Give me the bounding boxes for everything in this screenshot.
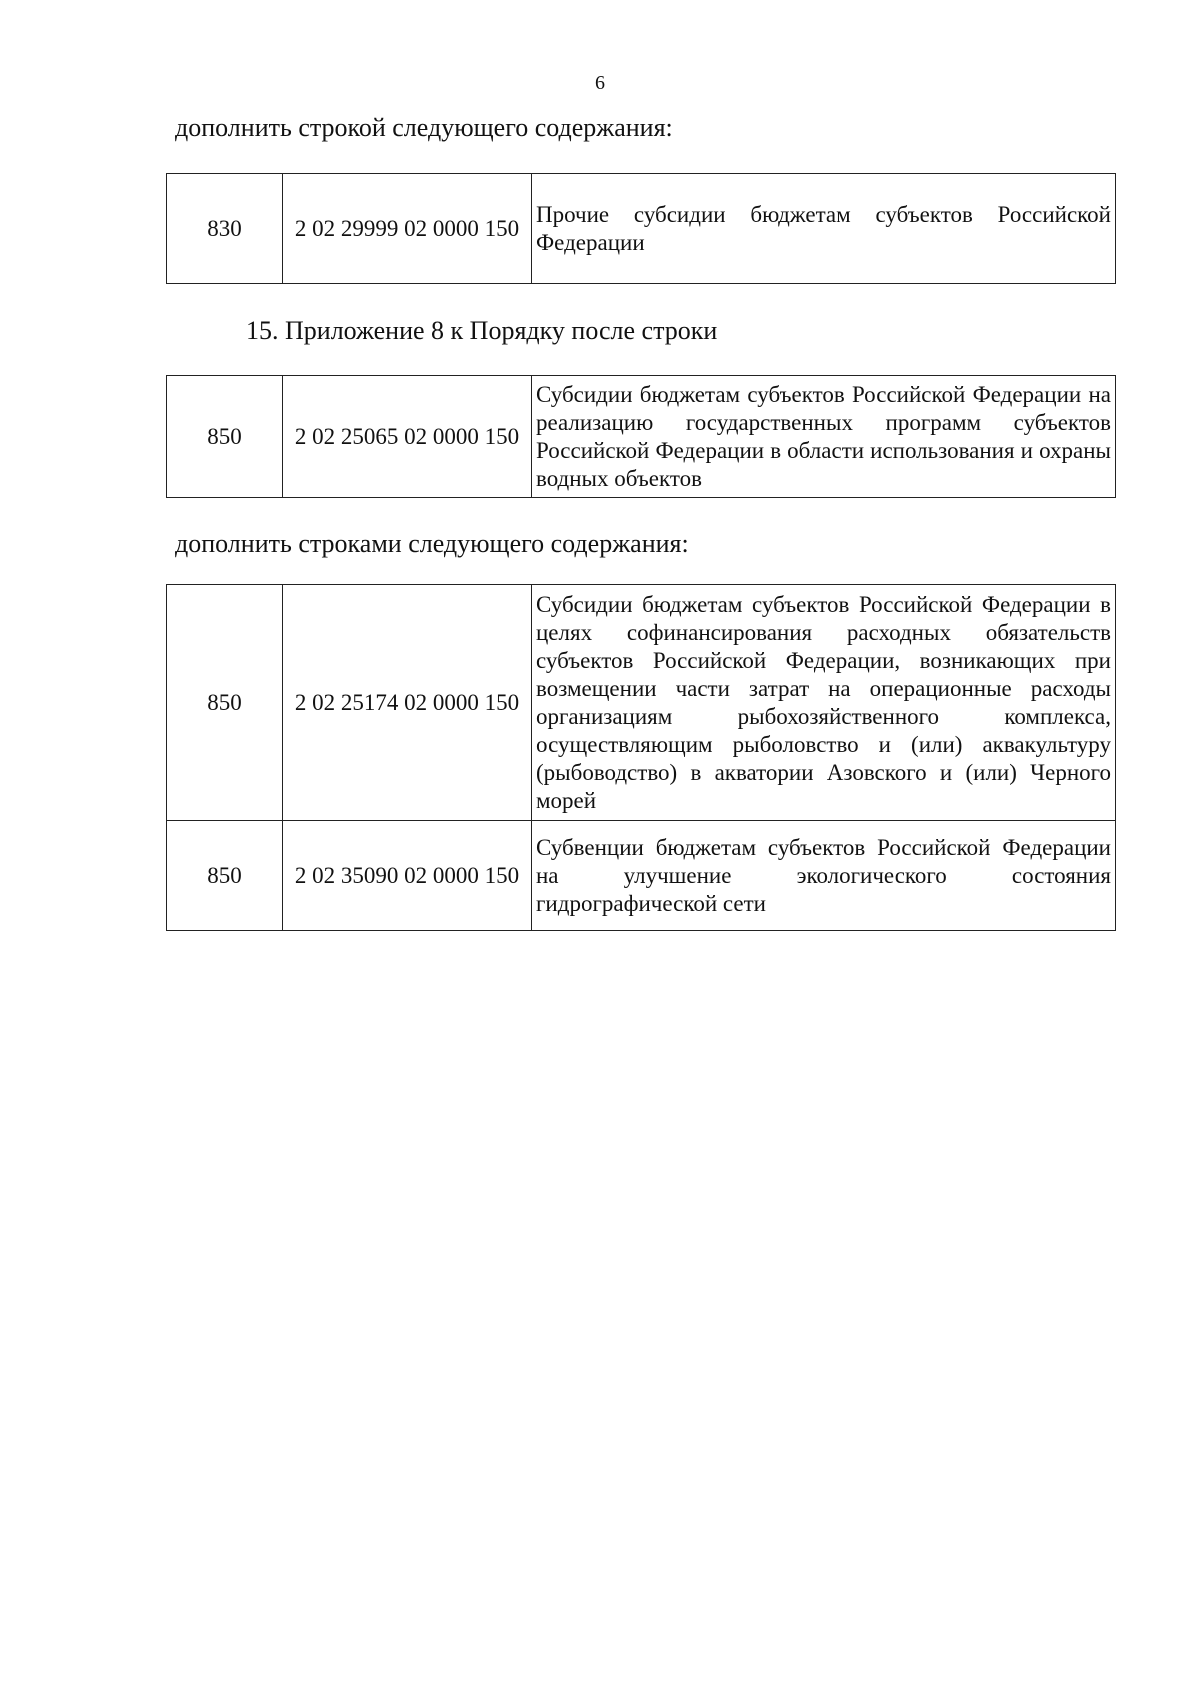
amendment-intro-2: дополнить строками следующего содержания: <box>175 529 689 558</box>
budget-code-cell: 2 02 35090 02 0000 150 <box>283 821 532 931</box>
budget-code-cell: 2 02 25065 02 0000 150 <box>283 376 532 498</box>
admin-code-cell: 850 <box>167 585 283 821</box>
admin-code-cell: 850 <box>167 821 283 931</box>
code-table-3 <box>166 584 1116 931</box>
revenue-name-cell: Субсидии бюджетам субъектов Российской Федерации на реализацию государственных программ субъектов Российской Федерации в области использования и охраны водных объектов <box>532 376 1116 498</box>
revenue-name-cell: Субсидии бюджетам субъектов Российской Федерации в целях софинансирования расходных обязательств субъектов Российской Федерации, возникающих при возмещении части затрат на операционные расходы организациям рыбохозяйственного комплекса, осуществляющим рыболовство и (или) аквакультуру (рыбоводство) в акватории Азовского и (или) Черного морей <box>532 585 1116 821</box>
revenue-name-cell: Прочие субсидии бюджетам субъектов Российской Федерации <box>532 174 1116 284</box>
page-number: 6 <box>595 72 605 94</box>
table-row <box>167 376 1116 498</box>
amendment-intro-1: дополнить строкой следующего содержания: <box>175 113 673 142</box>
amendment-item-15: 15. Приложение 8 к Порядку после строки <box>246 316 718 345</box>
table-row <box>167 821 1116 931</box>
revenue-name-cell: Субвенции бюджетам субъектов Российской Федерации на улучшение экологического состояния гидрографической сети <box>532 821 1116 931</box>
table-row <box>167 174 1116 284</box>
budget-code-cell: 2 02 25174 02 0000 150 <box>283 585 532 821</box>
admin-code-cell: 850 <box>167 376 283 498</box>
budget-code-cell: 2 02 29999 02 0000 150 <box>283 174 532 284</box>
table-row <box>167 585 1116 821</box>
code-table-1 <box>166 173 1116 284</box>
admin-code-cell: 830 <box>167 174 283 284</box>
code-table-2 <box>166 375 1116 498</box>
